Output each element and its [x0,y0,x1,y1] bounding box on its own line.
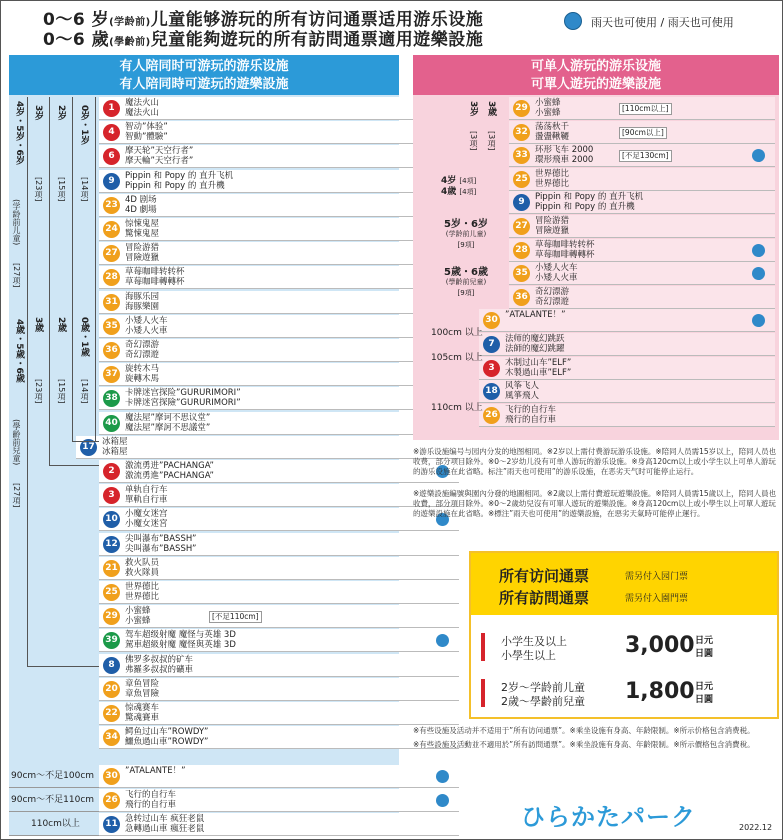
ticket-sub-2: 需另付入園門票 [625,594,689,604]
left-row [99,726,459,749]
right-row [509,262,775,285]
ride-number-badge: 21 [103,560,120,577]
left-row [99,242,459,265]
ride-name: 小矮人火车 小矮人火車 [535,263,578,284]
ride-name: 法师的魔幻跳跃 法師的魔幻跳躍 [505,334,565,354]
ride-number-badge: 9 [103,173,120,190]
ride-name: 驾车超级射魔 魔怪与英雄 3D 駕車超級射魔 魔怪與英雄 3D [125,630,236,651]
ride-number-badge: 33 [513,147,530,164]
ride-name: 旋转木马 旋轉木馬 [125,364,160,385]
age-3-tw-count: [23項] [34,379,43,404]
age-3-tw-label: 3歲 [33,317,43,333]
left-row [76,436,459,459]
ticket-header [471,553,777,615]
ride-name: 救火队员 救火隊員 [125,557,160,578]
left-row [99,266,459,289]
ride-number-badge: 30 [103,768,120,785]
ride-number-badge: 6 [103,148,120,165]
ride-name: 激流勇进”PACHANGA” 激流勇進”PACHANGA” [125,461,214,481]
ride-number-badge: 28 [513,242,530,259]
right-age-56-tw-sub: (學齡前兒童) [445,278,487,286]
right-row [479,380,775,403]
ride-number-badge: 40 [103,415,120,432]
left-row [99,581,459,604]
age-2-tw-label: 2歲 [56,317,66,333]
umbrella-icon [752,244,765,257]
right-age-4-tw: 4歲 [4項] [441,187,477,197]
title-line-1: 0～6 岁(学龄前)儿童能够游玩的所有访问通票适用游乐设施 [43,10,484,30]
ride-name: ”ATALANTE！” [505,310,566,321]
ride-number-badge: 36 [103,342,120,359]
ride-number-badge: 31 [103,294,120,311]
price-1: 3,000 [625,633,695,658]
footer-note-2: ※有些設施及活動並不適用於”所有訪問通票”。※乘坐設施有身高、年齡限制。※所示價格包含消費稅。 [413,740,755,749]
umbrella-icon [752,267,765,280]
right-row [479,404,775,427]
ride-name: 卡牌迷宫探险”GURURIMORI” 卡牌迷宮探險”GURURIMORI” [125,388,241,409]
right-row [509,239,775,262]
ride-name: 奇幻漂游 奇幻漂遊 [535,286,570,307]
left-row [99,629,459,652]
ride-number-badge: 35 [103,318,120,335]
footer-date: 2022.12 [739,823,773,832]
price-1-label-tw: 小學生以上 [501,649,556,662]
ride-number-badge: 35 [513,265,530,282]
ride-number-badge: 28 [103,269,120,286]
footer-note-1: ※有些设施及活动并不适用于”所有访问通票”。※乘坐设施有身高、年龄限制。※所示价格包含消费税。 [413,726,755,735]
age-4-6-count: [27项] [12,263,21,288]
ride-number-badge: 29 [513,100,530,117]
ride-name: 惊悚鬼屋 驚悚鬼屋 [125,219,160,239]
right-row [509,215,775,238]
right-age-3-count: [3项] [469,131,478,151]
ride-number-badge: 2 [103,463,120,480]
height-tag: [不足130cm] [619,150,672,162]
ride-name: 单轨自行车 單軌自行車 [125,485,168,506]
ride-name: 奇幻漂游 奇幻漂遊 [125,340,160,360]
right-age-3: 3岁 [468,101,478,117]
ride-number-badge: 30 [483,312,500,329]
umbrella-icon [564,12,582,30]
price-1-label: 小学生及以上 [501,635,567,648]
right-row [509,168,775,191]
ride-name: 小蜜蜂 小蜜蜂 [不足110cm] [125,606,151,626]
left-row [99,508,459,531]
left-row [99,387,459,410]
ride-name: 风筝飞人 風箏飛人 [505,381,540,402]
ride-name: 小魔女迷宫 小魔女迷宮 [125,509,168,530]
left-row [99,484,459,507]
ride-number-badge: 25 [103,584,120,601]
ride-name: 世界德比 世界德比 [125,582,160,602]
ride-name: 佛罗多叔叔的矿车 弗羅多叔叔的礦車 [125,654,194,675]
height-label-90-110: 90cm～不足110cm [9,789,99,812]
left-row [99,121,459,144]
age-4-6-tw-count: [27項] [12,483,21,508]
ride-number-badge: 39 [103,632,120,649]
left-row [99,291,459,314]
right-row [479,309,775,332]
left-row [99,460,459,483]
right-age-3-tw-count: [3項] [487,131,496,151]
ride-name: 摩天轮”天空行者” 摩天輪”天空行者” [125,146,194,167]
left-row [99,218,459,241]
left-row [99,678,459,701]
height-label-110: 110cm以上 [9,813,99,836]
price-2-label-tw: 2歲～學齡前兒童 [501,695,585,708]
ride-name: 木制过山车”ELF” 木製過山車”ELF” [505,357,572,378]
age-4-6-tw-sub: (學齡前兒童) [12,419,21,466]
umbrella-icon [752,314,765,327]
rain-note: 雨天也可使用 / 雨天也可使用 [591,16,734,29]
price-2-unit-tw: 日圓 [695,695,714,705]
umbrella-icon [752,149,765,162]
price-2-unit: 日元 [695,682,714,692]
height-tag: [不足110cm] [209,611,262,623]
ticket-sub-1: 需另付入园门票 [625,572,689,582]
right-age-4: 4岁 [4项] [441,176,477,186]
ride-name: 世界德比 世界德比 [535,168,570,189]
ride-name: 冒险游猎 冒險遊獵 [535,216,570,236]
ride-name: 草莓咖啡转转杯 草莓咖啡轉轉杯 [535,239,595,260]
ride-name: 急转过山车 疯狂老鼠 急轉過山車 瘋狂老鼠 [125,814,205,834]
right-height-100: 100cm 以上 [431,328,483,338]
left-row [99,363,459,386]
ride-number-badge: 20 [103,681,120,698]
height-tag: [90cm以上] [619,127,667,139]
ride-number-badge: 27 [513,218,530,235]
right-row [509,97,775,120]
right-panel-header: 可单人游玩的游乐设施 可單人遊玩的遊樂設施 [413,55,779,95]
title-line-2: 0～6 歲(學齡前)兒童能夠遊玩的所有訪問通票適用遊樂設施 [43,30,484,50]
ride-number-badge: 26 [483,407,500,424]
height-tag: [110cm以上] [619,103,672,115]
ride-number-badge: 27 [103,245,120,262]
right-height-110: 110cm 以上 [431,403,483,413]
ride-number-badge: 26 [103,792,120,809]
ride-number-badge: 1 [103,100,120,117]
ride-name: 章鱼冒险 章魚冒險 [125,678,160,699]
ride-number-badge: 32 [513,124,530,141]
ride-name: 智动”体验” 智動”體驗” [125,122,168,143]
age-0-1-tw-count: [14項] [80,379,89,404]
right-age-56-sub: (学龄前儿童) [445,230,487,238]
right-row [509,191,775,214]
age-4-6-label: 4岁・5岁・6岁 [14,101,24,165]
left-row [99,813,459,836]
age-3-count: [23项] [34,177,43,202]
age-0-1-count: [14项] [80,177,89,202]
umbrella-icon [436,770,449,783]
ride-name: 冒险游猎 冒險遊獵 [125,243,160,264]
ride-number-badge: 12 [103,536,120,553]
age-0-1-tw-label: 0歲・1歲 [79,317,89,357]
ride-number-badge: 11 [103,816,120,833]
age-4-6-sub: (学龄前儿童) [12,199,21,246]
ride-number-badge: 24 [103,221,120,238]
ride-number-badge: 10 [103,511,120,528]
ride-number-badge: 4 [103,124,120,141]
ride-name: 草莓咖啡转转杯 草莓咖啡轉轉杯 [125,267,185,288]
left-row [99,315,459,338]
right-row [479,333,775,356]
ride-name: 尖叫瀑布”BASSH” 尖叫瀑布”BASSH” [125,533,197,554]
notes-simplified: ※游乐设施编号与园内分发的地图相同。※2岁以上需付费游玩游乐设施。※陪同人员需15岁以上，陪同人员也收费，部分项目除外。※0～2岁幼儿没有可单人游玩的游乐设施。※身高120cm以上或小学生以上可单人游玩的游乐设施在此省略。标注”雨天也可使用”的游乐设施，在恶劣天气时可能停止运行。 [413,447,777,476]
price-1-unit-tw: 日圓 [695,649,714,659]
ticket-title-1: 所有访问通票 [499,567,590,585]
ride-number-badge: 18 [483,383,500,400]
left-row [99,97,459,120]
ride-name: 冰箱屋 冰箱屋 [102,436,128,457]
age-3-label: 3岁 [33,105,43,121]
ride-name: Pippin 和 Popy 的 直升飞机 Pippin 和 Popy 的 直升機 [125,170,234,191]
ticket-box [469,551,779,719]
left-row [99,412,459,435]
right-age-3-tw: 3歲 [486,101,496,117]
ride-number-badge: 23 [103,197,120,214]
ride-name: 环形飞车 2000 環形飛車 2000 [不足130cm] [535,145,593,165]
right-row [509,286,775,309]
ride-number-badge: 17 [80,439,97,456]
ride-number-badge: 34 [103,729,120,746]
notes-traditional: ※遊樂設施編號與園內分發的地圖相同。※2歲以上需付費遊玩遊樂設施。※陪同人員需15歲以上，陪同人員也收費，部分項目除外。※0～2歲幼兒沒有可單人遊玩的遊樂設施。※身高120cm以上或小學生以上可單人遊玩的遊樂設施在此省略。※標注”雨天也可使用”的遊樂設施，在惡劣天氣時可能停止運行。 [413,489,777,518]
ride-name: 荡荡秋千 盪盪鞦韆 [90cm以上] [535,122,569,142]
left-row [99,789,459,812]
ticket-title-2: 所有訪問通票 [499,589,590,607]
ride-number-badge: 29 [103,608,120,625]
right-height-105: 105cm 以上 [431,353,483,363]
ride-name: Pippin 和 Popy 的 直升飞机 Pippin 和 Popy 的 直升機 [535,192,644,213]
ride-name: 4D 剧场 4D 劇場 [125,194,157,215]
ride-name: 飞行的自行车 飛行的自行車 [125,790,177,810]
age-2-tw-count: [15項] [57,379,66,404]
left-row [99,654,459,677]
ride-name: 惊魂赛车 驚魂賽車 [125,703,160,723]
ride-name: 魔法屋”摩诃不思议堂” 魔法屋”摩訶不思議堂” [125,412,211,433]
left-row [99,533,459,556]
right-age-56: 5岁・6岁 [444,219,488,230]
age-2-label: 2岁 [56,105,66,121]
left-row [99,194,459,217]
left-panel-header: 有人陪同时可游玩的游乐设施 有人陪同時可遊玩的遊樂設施 [9,55,399,95]
ride-name: 魔法火山 魔法火山 [125,98,160,118]
right-age-56-tw: 5歲・6歲 [444,267,488,278]
right-row [479,357,775,380]
right-age-56-tw-count: [9項] [457,289,475,297]
ride-number-badge: 38 [103,390,120,407]
left-row [99,605,459,628]
age-4-6-tw-label: 4歲・5歲・6歲 [14,319,24,383]
left-row [99,702,459,725]
left-row [99,170,459,193]
ride-name: 小矮人火车 小矮人火車 [125,315,168,336]
ride-number-badge: 25 [513,171,530,188]
left-row [99,339,459,362]
ride-number-badge: 3 [103,487,120,504]
ride-name: 飞行的自行车 飛行的自行車 [505,404,557,425]
ride-number-badge: 37 [103,366,120,383]
ride-name: ”ATALANTE！” [125,766,186,776]
price-1-unit: 日元 [695,636,714,646]
ride-number-badge: 36 [513,289,530,306]
price-2-label: 2岁～学龄前儿童 [501,681,585,694]
right-row [509,144,775,167]
ride-name: 鳄鱼过山车”ROWDY” 鱷魚過山車”ROWDY” [125,727,209,748]
umbrella-icon [436,634,449,647]
right-row [509,121,775,144]
right-age-56-count: [9项] [457,241,475,249]
left-row [99,145,459,168]
ride-name: 海豚乐园 海豚樂園 [125,291,160,312]
height-label-90-100: 90cm～不足100cm [9,765,99,788]
left-row [99,765,459,788]
price-2: 1,800 [625,679,695,704]
hirakata-park-logo: ひらかたパーク [521,803,696,831]
ride-name: 小蜜蜂 小蜜蜂 [110cm以上] [535,98,561,118]
left-row [99,557,459,580]
umbrella-icon [436,794,449,807]
ride-number-badge: 3 [483,360,500,377]
ride-number-badge: 7 [483,336,500,353]
ride-number-badge: 22 [103,705,120,722]
ride-number-badge: 8 [103,657,120,674]
age-0-1-label: 0岁・1岁 [79,105,89,145]
ride-number-badge: 9 [513,194,530,211]
age-2-count: [15项] [57,177,66,202]
